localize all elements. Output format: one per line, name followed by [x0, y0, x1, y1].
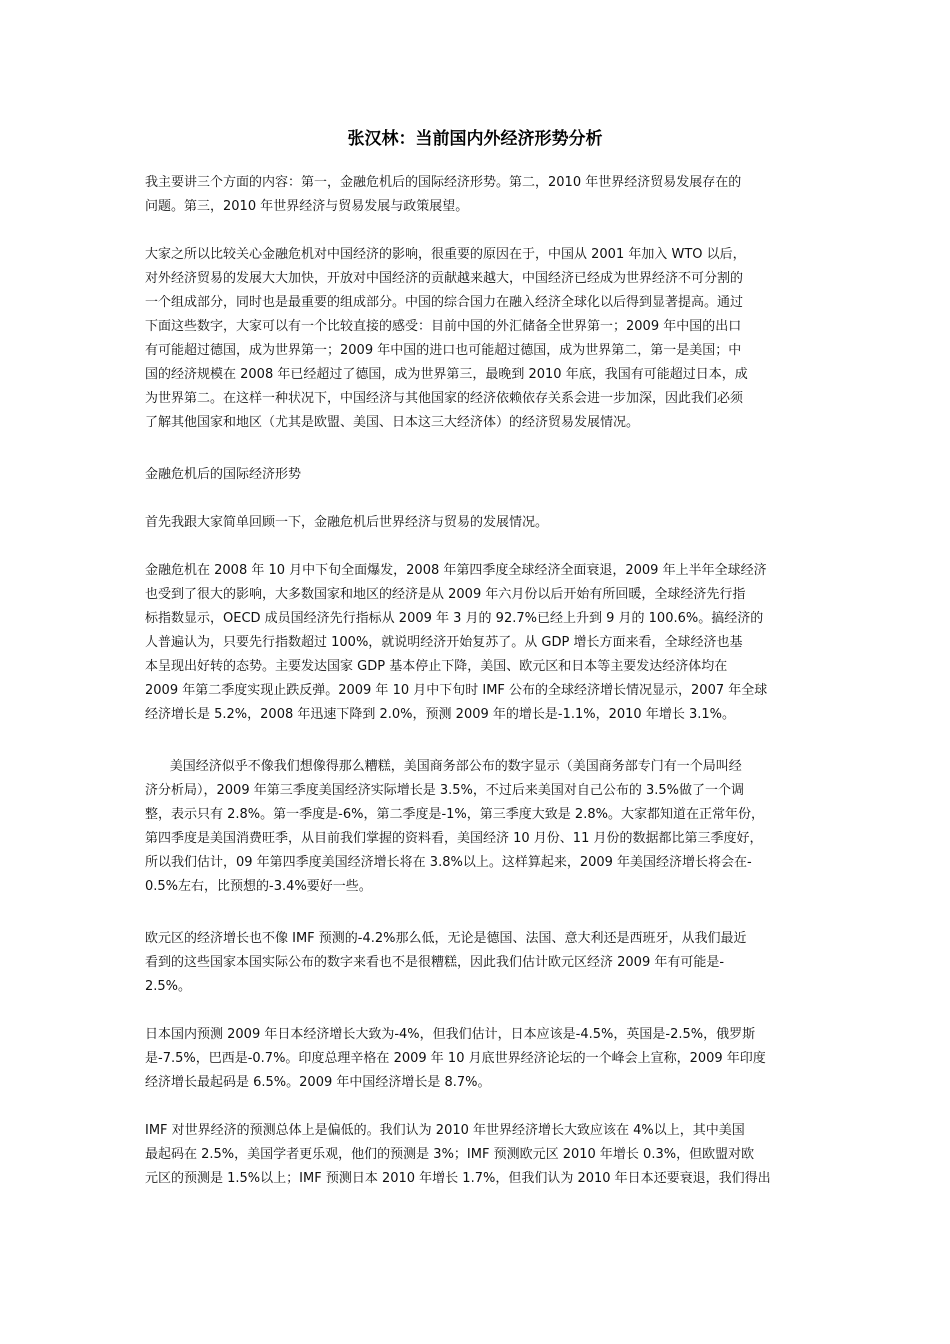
paragraph-first-line: 首先我跟大家简单回顾一下，金融危机后世界经济与贸易的发展情况。	[145, 515, 549, 530]
paragraph-line: 第四季度是美国消费旺季，从目前我们掌握的资料看，美国经济 10 月份、11 月份的数据都比第三季度好，	[145, 831, 763, 846]
paragraph-line: 了解其他国家和地区（尤其是欧盟、美国、日本这三大经济体）的经济贸易发展情况。	[145, 415, 640, 430]
paragraph-line: 标指数显示，OECD 成员国经济先行指标从 2009 年 3 月的 92.7%已经上升到 9 月的 100.6%。搞经济的	[145, 611, 764, 626]
paragraph-line: 为世界第二。在这样一种状况下，中国经济与其他国家的经济依赖依存关系会进一步加深，因此我们必须	[145, 391, 744, 406]
paragraph-line: 对外经济贸易的发展大大加快，开放对中国经济的贡献越来越大，中国经济已经成为世界经济不可分割的	[145, 271, 744, 286]
paragraph-line: 下面这些数字，大家可以有一个比较直接的感受：目前中国的外汇储备全世界第一；2009 年中国的出口	[145, 319, 742, 334]
paragraph-first-line: 欧元区的经济增长也不像 IMF 预测的-4.2%那么低，无论是德国、法国、意大利还是西班牙，从我们最近	[145, 931, 747, 946]
paragraph-line: 最起码在 2.5%，美国学者更乐观，他们的预测是 3%；IMF 预测欧元区 2010 年增长 0.3%，但欧盟对欧	[145, 1147, 755, 1162]
paragraph-line: 是-7.5%，巴西是-0.7%。印度总理辛格在 2009 年 10 月底世界经济论坛的一个峰会上宣称，2009 年印度	[145, 1051, 766, 1066]
paragraph-line: 2009 年第二季度实现止跌反弹。2009 年 10 月中下旬时 IMF 公布的全球经济增长情况显示，2007 年全球	[145, 683, 768, 698]
paragraph-line: 本呈现出好转的态势。主要发达国家 GDP 基本停止下降，美国、欧元区和日本等主要发达经济体均在	[145, 659, 728, 674]
paragraph-first-line: 金融危机在 2008 年 10 月中下旬全面爆发，2008 年第四季度全球经济全面衰退，2009 年上半年全球经济	[145, 563, 767, 578]
paragraph-line: 一个组成部分，同时也是最重要的组成部分。中国的综合国力在融入经济全球化以后得到显著提高。通过	[145, 295, 744, 310]
paragraph-first-line: 金融危机后的国际经济形势	[145, 467, 302, 482]
paragraph-line: 问题。第三，2010 年世界经济与贸易发展与政策展望。	[145, 199, 469, 214]
paragraph-line: 2.5%。	[145, 979, 192, 994]
paragraph-first-line: 日本国内预测 2009 年日本经济增长大致为-4%，但我们估计，日本应该是-4.5%，英国是-2.5%，俄罗斯	[145, 1027, 756, 1042]
paragraph-line: 元区的预测是 1.5%以上；IMF 预测日本 2010 年增长 1.7%，但我们认为 2010 年日本还要衰退，我们得出	[145, 1171, 771, 1186]
paragraph-line: 人普遍认为，只要先行指数超过 100%，就说明经济开始复苏了。从 GDP 增长方面来看，全球经济也基	[145, 635, 743, 650]
paragraph-first-line: 我主要讲三个方面的内容：第一，金融危机后的国际经济形势。第二，2010 年世界经济贸易发展存在的	[145, 175, 742, 190]
paragraph-line: 国的经济规模在 2008 年已经超过了德国，成为世界第三，最晚到 2010 年底，我国有可能超过日本，成	[145, 367, 748, 382]
paragraph-first-line: IMF 对世界经济的预测总体上是偏低的。我们认为 2010 年世界经济增长大致应该在 4%以上，其中美国	[145, 1123, 745, 1138]
paragraph-first-line: 大家之所以比较关心金融危机对中国经济的影响，很重要的原因在于，中国从 2001 年加入 WTO 以后，	[145, 247, 746, 262]
paragraph-line: 整，表示只有 2.8%。第一季度是-6%，第二季度是-1%，第三季度大致是 2.8%。大家都知道在正常年份，	[145, 807, 764, 822]
paragraph-line: 看到的这些国家本国实际公布的数字来看也不是很糟糕，因此我们估计欧元区经济 2009 年有可能是-	[145, 955, 725, 970]
document-title: 张汉林：当前国内外经济形势分析	[347, 129, 603, 149]
paragraph-first-line: 美国经济似乎不像我们想像得那么糟糕，美国商务部公布的数字显示（美国商务部专门有一个局叫经	[145, 759, 742, 774]
paragraph-line: 所以我们估计，09 年第四季度美国经济增长将在 3.8%以上。这样算起来，2009 年美国经济增长将会在-	[145, 855, 752, 870]
paragraph-line: 经济增长是 5.2%，2008 年迅速下降到 2.0%，预测 2009 年的增长是-1.1%，2010 年增长 3.1%。	[145, 707, 735, 722]
paragraph-line: 经济增长最起码是 6.5%。2009 年中国经济增长是 8.7%。	[145, 1075, 491, 1090]
paragraph-line: 0.5%左右，比预想的-3.4%要好一些。	[145, 879, 372, 894]
paragraph-line: 有可能超过德国，成为世界第一；2009 年中国的进口也可能超过德国，成为世界第二，第一是美国；中	[145, 343, 742, 358]
paragraph-line: 也受到了很大的影响，大多数国家和地区的经济是从 2009 年六月份以后开始有所回暖，全球经济先行指	[145, 587, 746, 602]
paragraph-line: 济分析局），2009 年第三季度美国经济实际增长是 3.5%，不过后来美国对自己公布的 3.5%做了一个调	[145, 783, 745, 798]
